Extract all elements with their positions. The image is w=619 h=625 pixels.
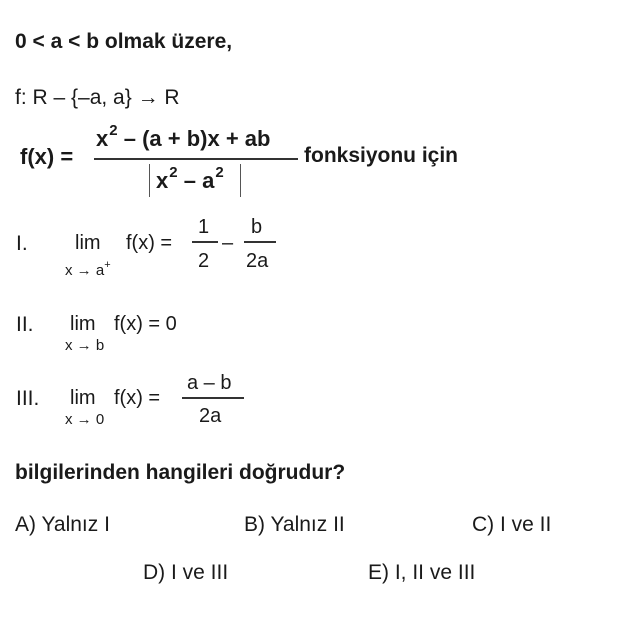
statement-1-lim: lim [75, 232, 101, 254]
option-e[interactable]: E) I, II ve III [368, 561, 476, 584]
condition-text: 0 < a < b olmak üzere, [15, 30, 233, 53]
statement-3-limit-sub: x → 0 [65, 411, 105, 428]
statement-1-op: – [222, 232, 234, 254]
statement-1-frac2-line [244, 241, 276, 243]
statement-3-frac-num: a – b [187, 372, 232, 394]
numerator-rest: – (a + b)x + ab [123, 126, 271, 151]
statement-2-numeral: II. [16, 313, 34, 336]
statement-2-lim: lim [70, 313, 96, 335]
statement-1-limit-sub [65, 259, 111, 279]
statement-3-lim: lim [70, 387, 96, 409]
function-lhs: f(x) = [20, 144, 74, 169]
denominator-a: a [202, 168, 215, 193]
option-d[interactable]: D) I ve III [143, 561, 229, 584]
function-denominator [156, 164, 224, 194]
statement-1-frac1-num: 1 [198, 216, 210, 238]
statement-2-expr: f(x) = 0 [114, 313, 177, 335]
denominator-x: x [156, 168, 169, 193]
denominator-a-exponent: 2 [215, 164, 224, 181]
abs-bar-left [149, 164, 150, 197]
denominator-x-exponent: 2 [169, 164, 178, 181]
function-fraction-line [94, 158, 298, 160]
statement-3-frac-den: 2a [199, 405, 222, 427]
statement-1-sub-sup: + [104, 259, 111, 271]
question-text: bilgilerinden hangileri doğrudur? [15, 461, 346, 484]
statement-1-numeral: I. [16, 232, 28, 255]
domain-line: f: R – {–a, a} → R [15, 86, 180, 109]
option-c[interactable]: C) I ve II [472, 513, 552, 536]
statement-1-lhs: f(x) = [126, 232, 173, 254]
option-b[interactable]: B) Yalnız II [244, 513, 345, 536]
function-suffix: fonksiyonu için [304, 144, 459, 167]
statement-2-limit-sub: x → b [65, 337, 105, 354]
statement-1-frac1-line [192, 241, 218, 243]
statement-3-lhs: f(x) = [114, 387, 161, 409]
statement-3-frac-line [182, 397, 244, 399]
denominator-minus: – [183, 168, 196, 193]
function-numerator [96, 122, 271, 152]
statement-1-frac1-den: 2 [198, 250, 210, 272]
numerator-x-exponent: 2 [109, 122, 118, 139]
statement-1-frac2-den: 2a [246, 250, 269, 272]
abs-bar-right [240, 164, 241, 197]
statement-3-numeral: III. [16, 387, 40, 410]
option-a[interactable]: A) Yalnız I [15, 513, 110, 536]
statement-1-frac2-num: b [251, 216, 263, 238]
numerator-x: x [96, 126, 109, 151]
statement-1-sub-text: x → a [65, 262, 105, 279]
